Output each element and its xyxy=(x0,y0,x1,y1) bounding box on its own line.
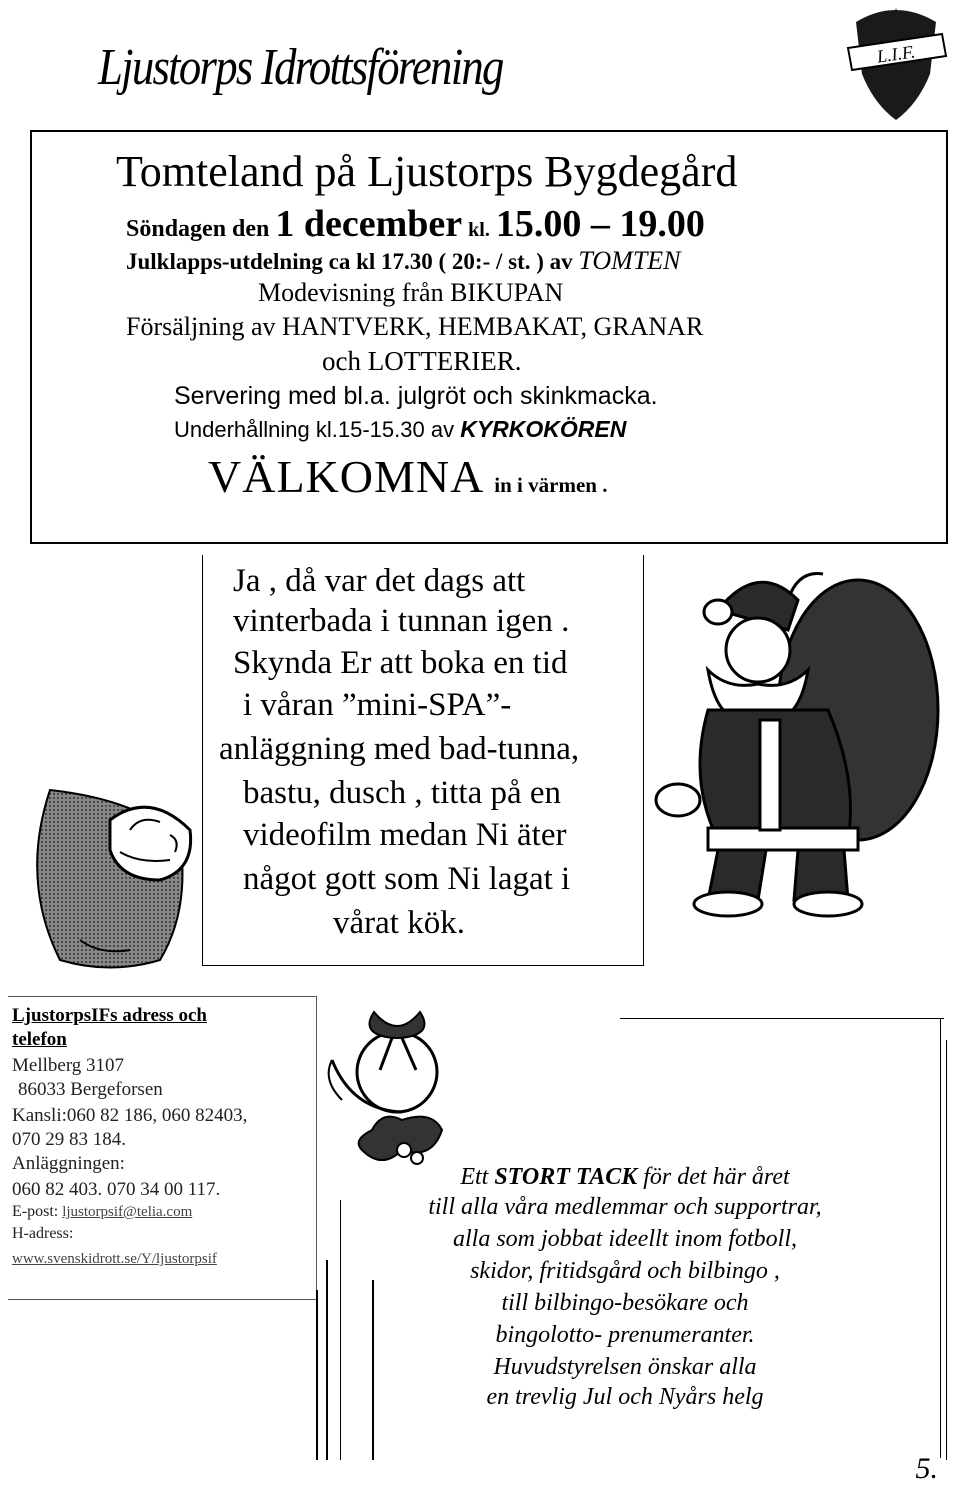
spa-line: vårat kök. xyxy=(333,905,465,941)
contact-office-phone: Kansli:060 82 186, 060 82403, xyxy=(12,1105,248,1126)
event-announcement-box xyxy=(30,130,948,544)
page-number: 5. xyxy=(915,1452,938,1485)
club-logo xyxy=(838,4,954,124)
thanks-message xyxy=(320,1010,950,1460)
spa-line: Skynda Er att boka en tid xyxy=(233,645,568,681)
thanks-line: en trevlig Jul och Nyårs helg xyxy=(486,1384,764,1410)
email-link[interactable]: ljustorpsif@telia.com xyxy=(62,1204,193,1220)
contact-email: E-post: ljustorpsif@telia.com xyxy=(12,1203,193,1220)
contact-facility-label: Anläggningen: xyxy=(12,1153,125,1174)
divider-line xyxy=(316,1290,318,1460)
spa-line: i våran ”mini-SPA”- xyxy=(243,687,512,723)
thanks-line: skidor, fritidsgård och bilbingo , xyxy=(470,1258,780,1284)
thanks-line: till bilbingo-besökare och xyxy=(501,1290,749,1316)
event-date: Söndagen den 1 december kl. 15.00 – 19.00 xyxy=(126,203,705,245)
contact-street: Mellberg 3107 xyxy=(12,1055,125,1076)
thanks-line: alla som jobbat ideellt inom fotboll, xyxy=(453,1226,797,1252)
spa-line: vinterbada i tunnan igen . xyxy=(233,603,570,639)
spa-line: något gott som Ni lagat i xyxy=(243,861,571,897)
event-welcome: VÄLKOMNA in i värmen . xyxy=(208,451,608,502)
spa-line: Ja , då var det dags att xyxy=(233,563,526,599)
thanks-line: Huvudstyrelsen önskar alla xyxy=(493,1354,757,1380)
contact-office-phone-cont: 070 29 83 184. xyxy=(12,1129,126,1150)
spa-line: videofilm medan Ni äter xyxy=(243,817,567,853)
event-lottery: och LOTTERIER. xyxy=(322,346,522,376)
contact-heading: LjustorpsIFs adress och xyxy=(12,1005,207,1026)
club-name: Ljustorps Idrottsförening xyxy=(98,39,503,96)
event-sales: Försäljning av HANTVERK, HEMBAKAT, GRANAR xyxy=(126,312,704,341)
contact-info-box xyxy=(8,996,317,1300)
contact-facility-phone: 060 82 403. 070 34 00 117. xyxy=(12,1179,221,1200)
contact-postal: 86033 Bergeforsen xyxy=(18,1079,163,1100)
thanks-line: till alla våra medlemmar och supportrar, xyxy=(428,1194,822,1220)
thanks-line: Ett STORT TACK för det här året xyxy=(460,1164,790,1190)
contact-web xyxy=(12,1247,217,1269)
event-serving: Servering med bl.a. julgröt och skinkmacka. xyxy=(174,382,658,410)
event-gifts: Julklapps-utdelning ca kl 17.30 ( 20:- / st. ) av TOMTEN xyxy=(126,246,681,275)
contact-heading-cont: telefon xyxy=(12,1029,67,1050)
santa-with-sack-illustration xyxy=(648,560,950,922)
spa-line: bastu, dusch , titta på en xyxy=(243,775,562,811)
event-fashion-show: Modevisning från BIKUPAN xyxy=(258,278,564,307)
thanks-line: bingolotto- prenumeranter. xyxy=(495,1322,755,1348)
logo-text: L.I.F. xyxy=(875,41,917,67)
web-link[interactable]: www.svenskidrott.se/Y/ljustorpsif xyxy=(12,1251,217,1267)
event-entertainment: Underhållning kl.15-15.30 av KYRKOKÖREN xyxy=(174,416,627,442)
event-title: Tomteland på Ljustorps Bygdegård xyxy=(116,147,738,196)
spa-line: anläggning med bad-tunna, xyxy=(219,731,580,767)
santa-bathing-illustration xyxy=(20,760,210,975)
contact-web-label: H-adress: xyxy=(12,1225,74,1242)
spa-info-box xyxy=(202,555,644,966)
